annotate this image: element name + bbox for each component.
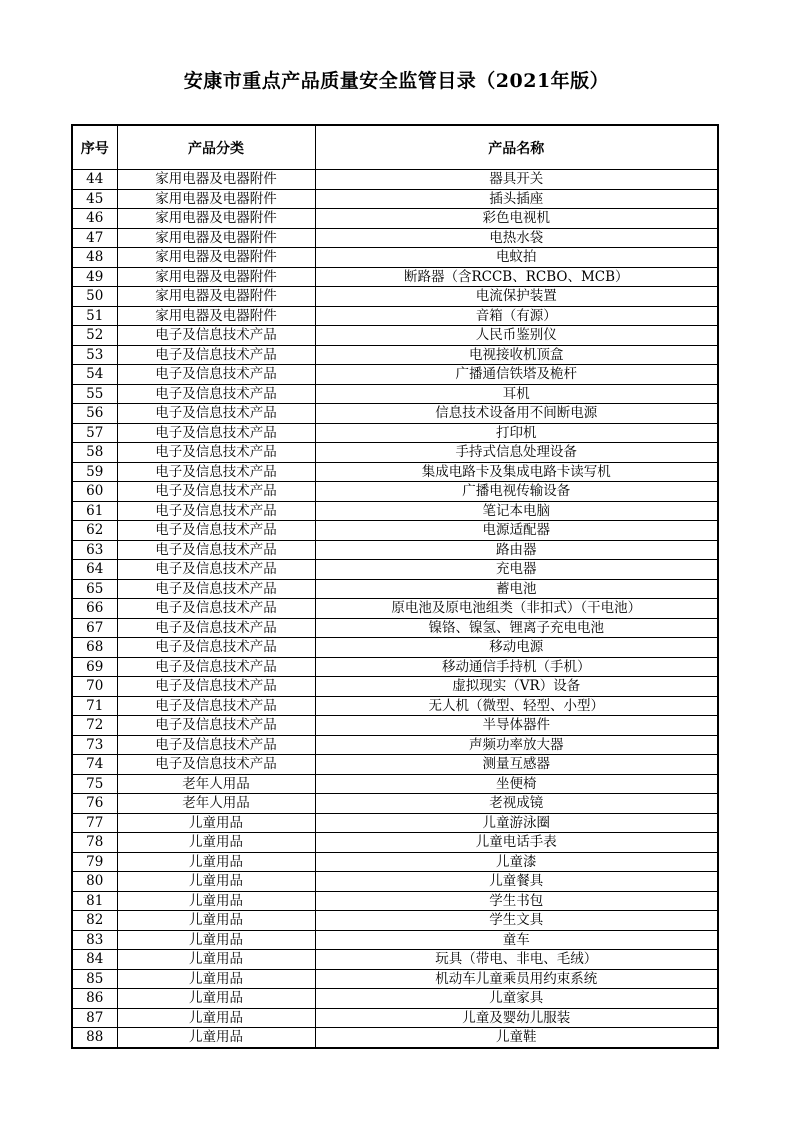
table-row xyxy=(72,794,718,814)
row-category: 电子及信息技术产品 xyxy=(117,501,315,521)
row-index: 70 xyxy=(72,677,117,697)
table-row xyxy=(72,774,718,794)
row-product-name: 电蚊拍 xyxy=(315,248,718,268)
table-row xyxy=(72,560,718,580)
row-index: 53 xyxy=(72,345,117,365)
table-row xyxy=(72,696,718,716)
row-category: 儿童用品 xyxy=(117,891,315,911)
row-category: 电子及信息技术产品 xyxy=(117,462,315,482)
table-row xyxy=(72,189,718,209)
row-index: 64 xyxy=(72,560,117,580)
row-index: 56 xyxy=(72,404,117,424)
row-product-name: 电源适配器 xyxy=(315,521,718,541)
table-row xyxy=(72,443,718,463)
table-row xyxy=(72,209,718,229)
row-index: 80 xyxy=(72,872,117,892)
table-header xyxy=(72,125,718,170)
row-category: 儿童用品 xyxy=(117,1008,315,1028)
row-product-name: 半导体器件 xyxy=(315,716,718,736)
row-product-name: 儿童游泳圈 xyxy=(315,813,718,833)
row-index: 62 xyxy=(72,521,117,541)
row-category: 儿童用品 xyxy=(117,813,315,833)
row-product-name: 虚拟现实（VR）设备 xyxy=(315,677,718,697)
row-category: 儿童用品 xyxy=(117,872,315,892)
row-index: 63 xyxy=(72,540,117,560)
row-product-name: 笔记本电脑 xyxy=(315,501,718,521)
row-product-name: 人民币鉴别仪 xyxy=(315,326,718,346)
row-category: 电子及信息技术产品 xyxy=(117,404,315,424)
row-category: 电子及信息技术产品 xyxy=(117,618,315,638)
row-product-name: 路由器 xyxy=(315,540,718,560)
row-index: 76 xyxy=(72,794,117,814)
row-category: 家用电器及电器附件 xyxy=(117,267,315,287)
row-product-name: 电视接收机顶盒 xyxy=(315,345,718,365)
row-product-name: 音箱（有源） xyxy=(315,306,718,326)
row-product-name: 老视成镜 xyxy=(315,794,718,814)
row-product-name: 无人机（微型、轻型、小型） xyxy=(315,696,718,716)
row-product-name: 电流保护装置 xyxy=(315,287,718,307)
row-index: 72 xyxy=(72,716,117,736)
header-category: 产品分类 xyxy=(117,125,315,170)
row-index: 51 xyxy=(72,306,117,326)
row-index: 66 xyxy=(72,599,117,619)
row-index: 65 xyxy=(72,579,117,599)
row-category: 电子及信息技术产品 xyxy=(117,735,315,755)
table-row xyxy=(72,930,718,950)
table-row xyxy=(72,891,718,911)
row-category: 家用电器及电器附件 xyxy=(117,189,315,209)
table-row xyxy=(72,521,718,541)
row-product-name: 充电器 xyxy=(315,560,718,580)
row-product-name: 儿童餐具 xyxy=(315,872,718,892)
row-category: 儿童用品 xyxy=(117,950,315,970)
row-product-name: 镍铬、镍氢、锂离子充电电池 xyxy=(315,618,718,638)
row-category: 电子及信息技术产品 xyxy=(117,540,315,560)
product-catalog-table xyxy=(71,124,719,1049)
table-row xyxy=(72,423,718,443)
row-product-name: 集成电路卡及集成电路卡读写机 xyxy=(315,462,718,482)
row-product-name: 耳机 xyxy=(315,384,718,404)
row-category: 电子及信息技术产品 xyxy=(117,521,315,541)
row-category: 家用电器及电器附件 xyxy=(117,209,315,229)
table-row xyxy=(72,755,718,775)
table-row xyxy=(72,852,718,872)
row-index: 48 xyxy=(72,248,117,268)
header-product-name: 产品名称 xyxy=(315,125,718,170)
row-category: 电子及信息技术产品 xyxy=(117,657,315,677)
table-row xyxy=(72,482,718,502)
row-product-name: 插头插座 xyxy=(315,189,718,209)
row-product-name: 学生文具 xyxy=(315,911,718,931)
table-row xyxy=(72,813,718,833)
row-index: 60 xyxy=(72,482,117,502)
row-category: 儿童用品 xyxy=(117,911,315,931)
row-product-name: 玩具（带电、非电、毛绒） xyxy=(315,950,718,970)
table-row xyxy=(72,677,718,697)
table-row xyxy=(72,716,718,736)
row-index: 55 xyxy=(72,384,117,404)
row-index: 88 xyxy=(72,1028,117,1048)
row-category: 儿童用品 xyxy=(117,930,315,950)
row-index: 54 xyxy=(72,365,117,385)
row-product-name: 童车 xyxy=(315,930,718,950)
row-category: 老年人用品 xyxy=(117,794,315,814)
row-product-name: 儿童家具 xyxy=(315,989,718,1009)
row-product-name: 坐便椅 xyxy=(315,774,718,794)
table-row xyxy=(72,365,718,385)
row-product-name: 信息技术设备用不间断电源 xyxy=(315,404,718,424)
row-product-name: 儿童电话手表 xyxy=(315,833,718,853)
row-index: 45 xyxy=(72,189,117,209)
row-product-name: 学生书包 xyxy=(315,891,718,911)
row-product-name: 广播电视传输设备 xyxy=(315,482,718,502)
row-index: 50 xyxy=(72,287,117,307)
row-product-name: 断路器（含RCCB、RCBO、MCB） xyxy=(315,267,718,287)
row-index: 68 xyxy=(72,638,117,658)
table-row xyxy=(72,404,718,424)
row-index: 85 xyxy=(72,969,117,989)
table-row xyxy=(72,872,718,892)
row-index: 58 xyxy=(72,443,117,463)
table-row xyxy=(72,579,718,599)
row-category: 电子及信息技术产品 xyxy=(117,677,315,697)
table-row xyxy=(72,638,718,658)
table-row xyxy=(72,989,718,1009)
row-index: 83 xyxy=(72,930,117,950)
row-index: 74 xyxy=(72,755,117,775)
row-product-name: 手持式信息处理设备 xyxy=(315,443,718,463)
table-row xyxy=(72,462,718,482)
table-row xyxy=(72,326,718,346)
row-category: 儿童用品 xyxy=(117,1028,315,1048)
row-product-name: 电热水袋 xyxy=(315,228,718,248)
row-category: 家用电器及电器附件 xyxy=(117,170,315,190)
row-category: 家用电器及电器附件 xyxy=(117,228,315,248)
table-row xyxy=(72,735,718,755)
table-row xyxy=(72,599,718,619)
table-row xyxy=(72,657,718,677)
row-category: 电子及信息技术产品 xyxy=(117,579,315,599)
table-row xyxy=(72,345,718,365)
table-row xyxy=(72,384,718,404)
row-index: 44 xyxy=(72,170,117,190)
row-index: 47 xyxy=(72,228,117,248)
row-product-name: 测量互感器 xyxy=(315,755,718,775)
row-index: 81 xyxy=(72,891,117,911)
row-category: 电子及信息技术产品 xyxy=(117,423,315,443)
row-index: 67 xyxy=(72,618,117,638)
row-product-name: 彩色电视机 xyxy=(315,209,718,229)
table-row xyxy=(72,540,718,560)
table-row xyxy=(72,248,718,268)
row-category: 电子及信息技术产品 xyxy=(117,755,315,775)
row-index: 87 xyxy=(72,1008,117,1028)
row-product-name: 声频功率放大器 xyxy=(315,735,718,755)
row-category: 电子及信息技术产品 xyxy=(117,560,315,580)
row-category: 电子及信息技术产品 xyxy=(117,443,315,463)
row-category: 电子及信息技术产品 xyxy=(117,326,315,346)
row-index: 86 xyxy=(72,989,117,1009)
table-body xyxy=(72,170,718,1048)
table-row xyxy=(72,833,718,853)
row-index: 57 xyxy=(72,423,117,443)
table-row xyxy=(72,501,718,521)
row-index: 84 xyxy=(72,950,117,970)
page-title: 安康市重点产品质量安全监管目录（2021年版） xyxy=(183,70,610,92)
row-product-name: 移动通信手持机（手机） xyxy=(315,657,718,677)
row-product-name: 蓄电池 xyxy=(315,579,718,599)
table-row xyxy=(72,1008,718,1028)
row-category: 电子及信息技术产品 xyxy=(117,599,315,619)
table-row xyxy=(72,618,718,638)
table-row xyxy=(72,1028,718,1048)
row-index: 82 xyxy=(72,911,117,931)
row-category: 电子及信息技术产品 xyxy=(117,638,315,658)
row-product-name: 移动电源 xyxy=(315,638,718,658)
table-row xyxy=(72,228,718,248)
row-index: 79 xyxy=(72,852,117,872)
row-product-name: 器具开关 xyxy=(315,170,718,190)
row-index: 77 xyxy=(72,813,117,833)
row-index: 59 xyxy=(72,462,117,482)
row-category: 电子及信息技术产品 xyxy=(117,365,315,385)
row-category: 电子及信息技术产品 xyxy=(117,716,315,736)
table-row xyxy=(72,267,718,287)
row-product-name: 儿童及婴幼儿服装 xyxy=(315,1008,718,1028)
row-product-name: 儿童鞋 xyxy=(315,1028,718,1048)
row-index: 46 xyxy=(72,209,117,229)
row-index: 52 xyxy=(72,326,117,346)
table-row xyxy=(72,170,718,190)
row-category: 家用电器及电器附件 xyxy=(117,287,315,307)
row-category: 儿童用品 xyxy=(117,833,315,853)
row-product-name: 打印机 xyxy=(315,423,718,443)
row-product-name: 儿童漆 xyxy=(315,852,718,872)
row-category: 家用电器及电器附件 xyxy=(117,248,315,268)
row-category: 电子及信息技术产品 xyxy=(117,696,315,716)
row-category: 儿童用品 xyxy=(117,989,315,1009)
row-category: 老年人用品 xyxy=(117,774,315,794)
row-category: 电子及信息技术产品 xyxy=(117,384,315,404)
row-category: 儿童用品 xyxy=(117,969,315,989)
row-index: 71 xyxy=(72,696,117,716)
row-category: 电子及信息技术产品 xyxy=(117,482,315,502)
table-row xyxy=(72,306,718,326)
table-row xyxy=(72,911,718,931)
row-product-name: 原电池及原电池组类（非扣式）（干电池） xyxy=(315,599,718,619)
row-index: 73 xyxy=(72,735,117,755)
header-index: 序号 xyxy=(72,125,117,170)
row-product-name: 机动车儿童乘员用约束系统 xyxy=(315,969,718,989)
row-category: 电子及信息技术产品 xyxy=(117,345,315,365)
row-index: 69 xyxy=(72,657,117,677)
table-row xyxy=(72,969,718,989)
row-index: 61 xyxy=(72,501,117,521)
table-row xyxy=(72,950,718,970)
row-index: 78 xyxy=(72,833,117,853)
row-category: 儿童用品 xyxy=(117,852,315,872)
table-row xyxy=(72,287,718,307)
row-category: 家用电器及电器附件 xyxy=(117,306,315,326)
row-index: 75 xyxy=(72,774,117,794)
row-product-name: 广播通信铁塔及桅杆 xyxy=(315,365,718,385)
row-index: 49 xyxy=(72,267,117,287)
